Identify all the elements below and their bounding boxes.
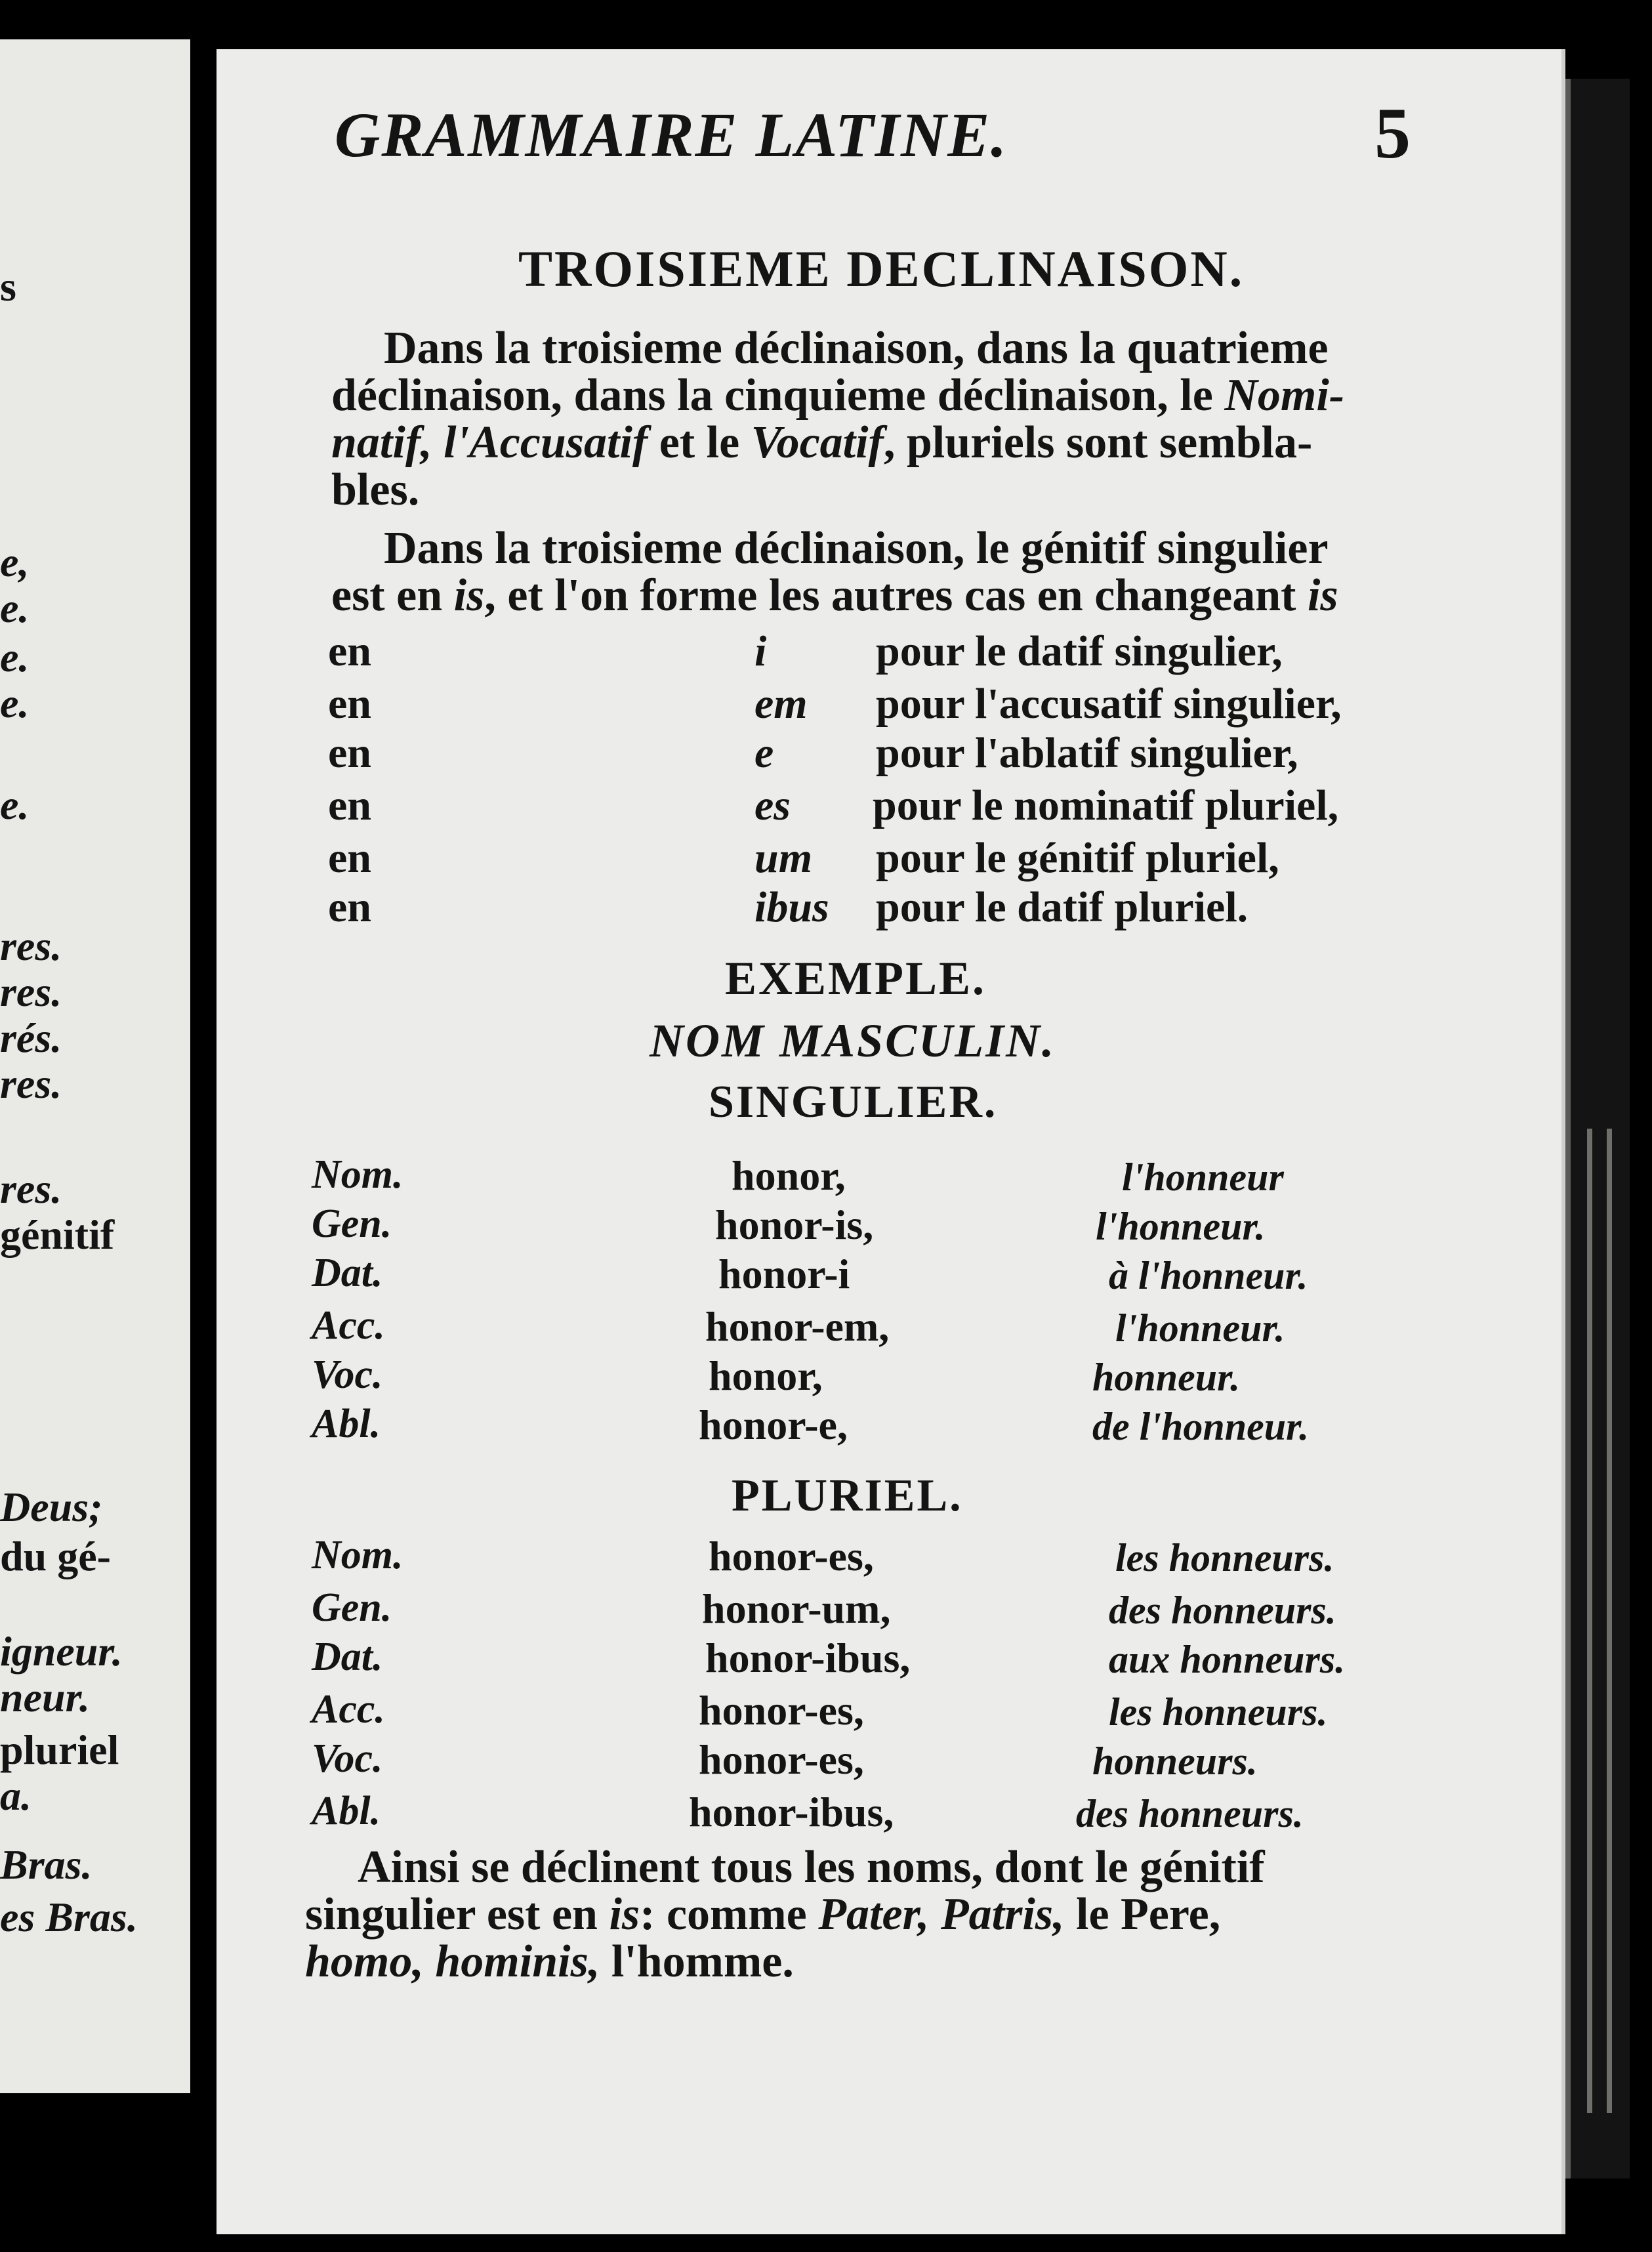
text-span: , et l'on forme les autres cas en changeant xyxy=(484,570,1308,621)
italic-term: is xyxy=(1307,570,1338,621)
left-page-line: a. xyxy=(0,1772,31,1819)
translation: aux honneurs. xyxy=(1109,1638,1346,1681)
rule-ending: i xyxy=(754,627,767,675)
italic-term: is xyxy=(609,1889,640,1940)
paragraph-line xyxy=(331,419,1397,467)
left-page-line: génitif xyxy=(0,1211,115,1258)
word-form: honor-i xyxy=(718,1251,850,1297)
translation: honneurs. xyxy=(1092,1740,1258,1783)
italic-term: is xyxy=(453,570,485,621)
rule-prefix: en xyxy=(328,883,371,931)
left-page-line: igneur. xyxy=(0,1628,123,1675)
case-label: Nom. xyxy=(312,1152,403,1197)
text-span: est en xyxy=(331,570,454,621)
word-form: honor-is, xyxy=(715,1201,874,1248)
rule-description: pour l'accusatif singulier, xyxy=(876,680,1342,728)
rule-prefix: en xyxy=(328,627,371,675)
rule-prefix: en xyxy=(328,680,371,728)
left-page-line: neur. xyxy=(0,1674,90,1720)
translation: des honneurs. xyxy=(1109,1589,1336,1632)
italic-term: Pater, Patris, xyxy=(818,1889,1065,1940)
case-label: Abl. xyxy=(312,1789,381,1833)
case-label: Dat. xyxy=(312,1251,383,1295)
book-page-edges xyxy=(1561,79,1630,2179)
text-span: déclinaison, dans la cinquieme déclinaison, le xyxy=(331,370,1225,421)
translation: l'honneur. xyxy=(1115,1306,1285,1350)
left-page-line: e. xyxy=(0,680,30,726)
word-form: honor-es, xyxy=(699,1687,864,1734)
left-page-line: es Bras. xyxy=(0,1894,138,1940)
case-label: Voc. xyxy=(312,1736,383,1781)
rule-description: pour le datif pluriel. xyxy=(876,883,1249,931)
text-span: singulier est en xyxy=(305,1889,609,1940)
word-form: honor-es, xyxy=(709,1533,874,1579)
rule-prefix: en xyxy=(328,729,371,777)
left-page-line: rés. xyxy=(0,1014,62,1061)
case-label: Gen. xyxy=(312,1585,392,1630)
paragraph-line xyxy=(305,1938,1384,1986)
rule-description: pour le nominatif pluriel, xyxy=(873,782,1339,829)
word-form: honor-em, xyxy=(705,1303,890,1350)
left-page-line: s xyxy=(0,263,16,310)
case-label: Abl. xyxy=(312,1402,381,1446)
word-form: honor-um, xyxy=(702,1585,891,1632)
translation: les honneurs. xyxy=(1115,1536,1334,1579)
word-form: honor-es, xyxy=(699,1736,864,1783)
case-label: Acc. xyxy=(312,1687,385,1732)
rule-prefix: en xyxy=(328,782,371,829)
rule-ending: ibus xyxy=(754,883,829,931)
word-form: honor, xyxy=(709,1352,823,1399)
translation: honneur. xyxy=(1092,1356,1241,1399)
rule-description: pour le datif singulier, xyxy=(876,627,1283,675)
case-label: Nom. xyxy=(312,1533,403,1577)
text-span: l'homme. xyxy=(600,1936,794,1987)
left-page-line: res. xyxy=(0,923,62,969)
example-heading: EXEMPLE. xyxy=(725,952,987,1005)
paragraph-3 xyxy=(305,1844,1384,1986)
case-label: Acc. xyxy=(312,1303,385,1348)
case-label: Dat. xyxy=(312,1635,383,1679)
left-page-line: res. xyxy=(0,1165,62,1212)
word-form: honor, xyxy=(732,1152,846,1199)
page-number: 5 xyxy=(1374,93,1411,173)
paragraph-1 xyxy=(331,325,1397,514)
paragraph-2 xyxy=(331,525,1397,619)
text-span: et le xyxy=(648,417,751,468)
text-span: , pluriels sont sembla- xyxy=(883,417,1313,468)
left-page-line: e. xyxy=(0,585,30,631)
italic-term: Nomi- xyxy=(1224,370,1345,421)
paragraph-line: Dans la troisieme déclinaison, le génitif singulier xyxy=(384,523,1329,573)
translation: des honneurs. xyxy=(1076,1792,1304,1835)
word-form: honor-ibus, xyxy=(689,1789,894,1835)
left-page-line: res. xyxy=(0,1060,62,1107)
left-page-line: Bras. xyxy=(0,1841,93,1888)
running-title: GRAMMAIRE LATINE. xyxy=(335,100,1008,170)
left-page-line: e. xyxy=(0,634,30,680)
left-page-fragment xyxy=(0,39,190,2093)
plural-heading: PLURIEL. xyxy=(732,1470,963,1521)
section-title: TROISIEME DECLINAISON. xyxy=(518,240,1245,297)
case-label: Voc. xyxy=(312,1352,383,1397)
rule-prefix: en xyxy=(328,834,371,882)
singular-heading: SINGULIER. xyxy=(709,1077,998,1127)
left-page-line: Deus; xyxy=(0,1484,103,1530)
gender-heading: NOM MASCULIN. xyxy=(650,1014,1056,1067)
translation: l'honneur xyxy=(1122,1156,1284,1199)
translation: de l'honneur. xyxy=(1092,1405,1310,1448)
case-label: Gen. xyxy=(312,1201,392,1246)
translation: les honneurs. xyxy=(1109,1690,1328,1734)
paragraph-line: bles. xyxy=(331,465,420,515)
rule-ending: es xyxy=(754,782,791,829)
left-page-line: e, xyxy=(0,539,30,585)
paragraph-line xyxy=(331,572,1397,619)
translation: l'honneur. xyxy=(1096,1205,1266,1248)
word-form: honor-ibus, xyxy=(705,1635,911,1681)
page-edge-line xyxy=(1587,1129,1592,2113)
paragraph-line xyxy=(331,372,1397,419)
rule-description: pour le génitif pluriel, xyxy=(876,834,1279,882)
italic-term: homo, hominis, xyxy=(305,1936,600,1987)
rule-ending: um xyxy=(754,834,813,882)
italic-term: Vocatif xyxy=(751,417,884,468)
page-edge-line xyxy=(1607,1129,1612,2113)
translation: à l'honneur. xyxy=(1109,1254,1308,1297)
paragraph-line: Ainsi se déclinent tous les noms, dont le génitif xyxy=(358,1842,1265,1892)
word-form: honor-e, xyxy=(699,1402,848,1448)
italic-term: natif, l'Accusatif xyxy=(331,417,648,468)
rule-description: pour l'ablatif singulier, xyxy=(876,729,1298,777)
rule-ending: em xyxy=(754,680,808,728)
paragraph-line xyxy=(305,1891,1384,1938)
left-page-line: pluriel xyxy=(0,1726,119,1773)
text-span: le Pere, xyxy=(1064,1889,1221,1940)
left-page-line: res. xyxy=(0,969,62,1015)
left-page-line: du gé- xyxy=(0,1533,111,1579)
rule-ending: e xyxy=(754,729,774,777)
left-page-line: e. xyxy=(0,782,30,828)
paragraph-line: Dans la troisieme déclinaison, dans la quatrieme xyxy=(384,323,1329,373)
text-span: : comme xyxy=(640,1889,819,1940)
